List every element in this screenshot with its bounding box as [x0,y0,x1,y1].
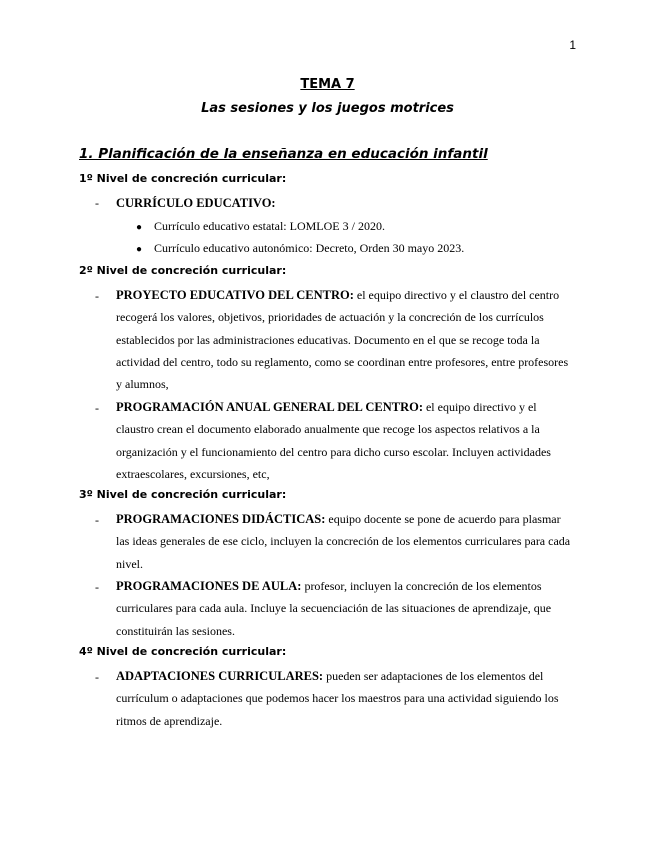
list-dash: - [95,670,99,684]
bullet-icon: ● [136,244,143,255]
bullet-text: Currículo educativo autonómico: Decreto, Orden 30 mayo 2023. [154,241,465,255]
level-1-heading: 1º Nivel de concreción curricular: [79,172,287,185]
item-text: equipo docente se pone de acuerdo para plasmar las ideas generales de ese ciclo, incluyen la concreción de los elementos curriculares para cada nivel. [116,512,571,571]
list-dash: - [95,196,99,210]
list-dash: - [95,401,99,415]
item-label: CURRÍCULO EDUCATIVO: [116,196,276,210]
item-label: PROGRAMACIONES DIDÁCTICAS: [116,512,326,526]
item-text: pueden ser adaptaciones de los elementos del currículum o adaptaciones que podemos hacer los maestros para una actividad siguiendo los ritmos de aprendizaje. [116,669,559,728]
list-item-programaciones-didacticas [116,508,576,575]
list-dash: - [95,289,99,303]
item-text: el equipo directivo y el claustro del centro recogerá los valores, objetivos, prioridades de actuación y la concreción de los currículos establecidos por las administraciones educativas. Documento en el que se recoge toda la actividad del centro, todo su reglamento, como se coordinan entre profesores, entre profesores y alumnos, [116,288,569,392]
list-item-curriculo [116,192,576,214]
list-dash: - [95,513,99,527]
level-4-heading: 4º Nivel de concreción curricular: [79,645,287,658]
item-label: PROYECTO EDUCATIVO DEL CENTRO: [116,288,354,302]
list-dash: - [95,580,99,594]
bullet-text: Currículo educativo estatal: LOMLOE 3 / 2020. [154,219,385,233]
item-text: profesor, incluyen la concreción de los elementos curriculares para cada aula. Incluye la secuenciación de las situaciones de aprendizaje, que constituirán las sesiones. [116,579,552,638]
bullet-item-autonomico [136,241,464,256]
page-number: 1 [569,38,576,52]
document-title: TEMA 7 [300,77,355,92]
list-item-adaptaciones [116,665,576,732]
list-item-proyecto-educativo [116,284,576,395]
bullet-icon: ● [136,222,143,233]
document-subtitle: Las sesiones y los juegos motrices [201,101,454,116]
item-text: el equipo directivo y el claustro crean el documento elaborado anualmente que recoge los aspectos relativos a la organización y el funcionamiento del centro para dicho curso escolar. Incluyen actividades extraescolares, excursiones, etc, [116,400,551,481]
list-item-programacion-anual [116,396,576,485]
bullet-item-estatal [136,219,385,234]
level-2-heading: 2º Nivel de concreción curricular: [79,264,287,277]
item-label: PROGRAMACIONES DE AULA: [116,579,302,593]
item-label: ADAPTACIONES CURRICULARES: [116,669,324,683]
section-heading: 1. Planificación de la enseñanza en educación infantil [79,146,488,162]
list-item-programaciones-aula [116,575,576,642]
level-3-heading: 3º Nivel de concreción curricular: [79,488,287,501]
item-label: PROGRAMACIÓN ANUAL GENERAL DEL CENTRO: [116,400,423,414]
